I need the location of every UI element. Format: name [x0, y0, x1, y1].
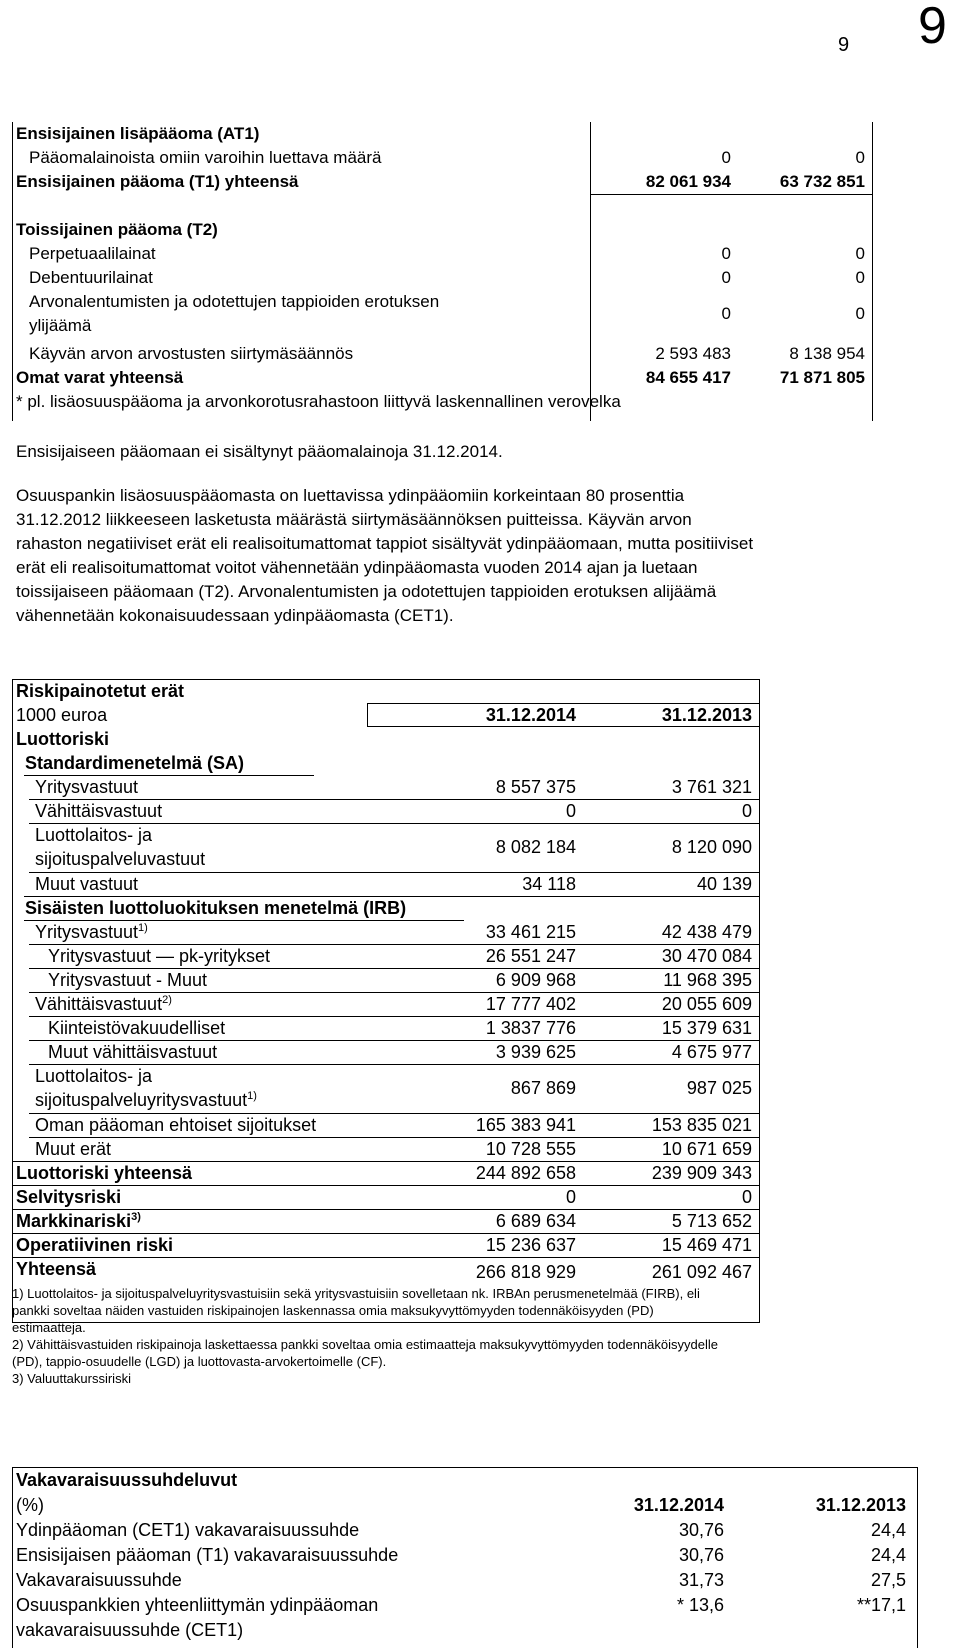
value-2013: 261 092 467 — [651, 1262, 752, 1282]
value-2013: 24,4 — [870, 1545, 906, 1565]
value-2013: 0 — [855, 304, 865, 323]
paragraph-line: rahaston negatiiviset erät eli realisoitumattomat tappiot sisältyvät ydinpääomaan, mutta positiiviset — [16, 534, 754, 553]
table-title: Vakavaraisuussuhdeluvut — [16, 1470, 238, 1490]
value-2013: 15 379 631 — [661, 1018, 752, 1038]
table-row — [12, 1233, 760, 1257]
note-subordinated-loans: Ensisijaiseen pääomaan ei sisältynyt pääomalainoja 31.12.2014. — [16, 442, 503, 461]
row-label: Osuuspankkien yhteenliittymän ydinpääoman — [16, 1595, 379, 1615]
value-2013: 15 469 471 — [661, 1235, 752, 1255]
table-row — [12, 1185, 760, 1209]
row-label: Luottolaitos- ja — [35, 825, 153, 845]
capital-ratios-table — [12, 1467, 918, 1648]
value-2014: 867 869 — [510, 1078, 576, 1098]
row-label: Ydinpääoman (CET1) vakavaraisuussuhde — [16, 1520, 360, 1540]
footnote-line: (PD), tappio-osuudelle (LGD) ja luottovasta-arvokertoimelle (CF). — [12, 1354, 387, 1369]
value-2014: 33 461 215 — [485, 922, 576, 942]
row-label: Yritysvastuut — [35, 777, 139, 797]
paragraph-line: vähennetään kokonaisuudessaan ydinpääomasta (CET1). — [16, 606, 454, 625]
row-label: Debentuurilainat — [29, 268, 153, 287]
value-2014: 6 689 634 — [495, 1211, 576, 1231]
value-2014: 3 939 625 — [495, 1042, 576, 1062]
paragraph-line: toissijaiseen pääomaan (T2). Arvonalentumisten ja odotettujen tappioiden erotuksen alijäämä — [16, 582, 717, 601]
row-label: Yritysvastuut - Muut — [48, 970, 208, 990]
value-2013: 987 025 — [686, 1078, 752, 1098]
footnotes-block — [12, 1302, 918, 1387]
value-2014: 2 593 483 — [655, 344, 731, 363]
paragraph-line: 31.12.2012 liikkeeseen lasketusta määrästä siirtymäsäännöksen puitteissa. Käyvän arvon — [16, 510, 692, 529]
row-label-t1-total: Ensisijainen pääoma (T1) yhteensä — [16, 172, 299, 191]
unit-label: (%) — [16, 1495, 44, 1515]
value-2014: 1 3837 776 — [485, 1018, 576, 1038]
row-label: Käyvän arvon arvostusten siirtymäsäännös — [29, 344, 354, 363]
value-2014: 82 061 934 — [645, 172, 731, 191]
table-row — [12, 242, 873, 266]
row-label: Pääomalainoista omiin varoihin luettava määrä — [29, 148, 382, 167]
value-2013: 42 438 479 — [661, 922, 752, 942]
row-label-settlement: Selvitysriski — [16, 1187, 122, 1207]
table-row — [12, 1161, 760, 1185]
value-2014: 17 777 402 — [485, 994, 576, 1014]
row-label: Muut vähittäisvastuut — [48, 1042, 218, 1062]
value-2014: 0 — [565, 801, 576, 821]
table-row — [12, 847, 760, 871]
column-header-2013: 31.12.2013 — [815, 1495, 906, 1515]
table-row — [12, 920, 760, 944]
value-2013: 27,5 — [870, 1570, 906, 1590]
table-row — [12, 1517, 918, 1543]
value-2013: 11 968 395 — [663, 970, 752, 990]
value-2014: 165 383 941 — [475, 1115, 576, 1135]
row-label-continued: sijoituspalveluyritysvastuut$^{1)}$ — [35, 1090, 257, 1110]
value-2014: 31,73 — [678, 1570, 724, 1590]
value-2014: 0 — [721, 244, 731, 263]
row-label-total: Yhteensä — [16, 1259, 97, 1279]
paragraph-line: erät eli realisoitumattomat voitot vähennetään ydinpääomasta vuoden 2014 ajan ja luetaan — [16, 558, 698, 577]
value-2013: 10 671 659 — [661, 1139, 752, 1159]
table-row — [12, 1113, 760, 1137]
table-divider — [590, 194, 872, 195]
row-label-continued: ylijäämä — [29, 316, 92, 335]
row-label-continued: vakavaraisuussuhde (CET1) — [16, 1620, 244, 1640]
value-2014: 8 557 375 — [495, 777, 576, 797]
value-2014: 26 551 247 — [485, 946, 576, 966]
table-row — [12, 146, 873, 170]
paragraph-capital-notes — [16, 484, 916, 628]
footnote-line: estimaatteja. — [12, 1320, 86, 1335]
table-row — [12, 1040, 760, 1064]
table-row — [12, 1257, 760, 1281]
row-label-operational: Operatiivinen riski — [16, 1235, 174, 1255]
table-row — [12, 896, 760, 920]
value-2013: **17,1 — [856, 1595, 906, 1615]
section-heading-credit-risk: Luottoriski — [16, 729, 109, 749]
table-row — [12, 968, 760, 992]
section-heading-at1: Ensisijainen lisäpääoma (AT1) — [16, 124, 260, 143]
table-row — [12, 170, 873, 194]
value-2013: 0 — [855, 268, 865, 287]
row-label-credit-total: Luottoriski yhteensä — [16, 1163, 193, 1183]
table-row — [12, 390, 873, 414]
value-2014: 15 236 637 — [485, 1235, 576, 1255]
row-label: Perpetuaalilainat — [29, 244, 156, 263]
table-row — [12, 1592, 918, 1618]
value-2013: 0 — [855, 244, 865, 263]
row-label-own-funds-total: Omat varat yhteensä — [16, 368, 184, 387]
footnote-line: 3) Valuuttakurssiriski — [12, 1371, 131, 1386]
footnotes — [12, 1285, 918, 1302]
value-2013: 24,4 — [870, 1520, 906, 1540]
table-row — [12, 218, 873, 242]
footnote-line: pankki soveltaa näiden vastuiden riskipainojen laskennassa omia maksukyvyttömyyden todennäköisyyden (PD) — [12, 1303, 654, 1318]
unit-label: 1000 euroa — [16, 705, 108, 725]
table-row — [12, 992, 760, 1016]
table-row — [12, 1209, 760, 1233]
row-label-market: Markkinariski$^{3)}$ — [16, 1211, 141, 1231]
footnote-ref: 1) — [138, 922, 148, 934]
value-2014: 0 — [565, 1187, 576, 1207]
value-2013: 0 — [855, 148, 865, 167]
value-2013: 3 761 321 — [671, 777, 752, 797]
footnote-ref: 1) — [247, 1090, 257, 1102]
table-row — [12, 679, 760, 703]
row-label: Oman pääoman ehtoiset sijoitukset — [35, 1115, 317, 1135]
value-2014: 84 655 417 — [645, 368, 731, 387]
table-title: Riskipainotetut erät — [16, 681, 185, 701]
value-2013: 20 055 609 — [661, 994, 752, 1014]
table-row — [12, 944, 760, 968]
page-number-large: 9 — [918, 0, 947, 55]
value-2014: 8 082 184 — [495, 837, 576, 857]
column-header-2013: 31.12.2013 — [661, 705, 752, 725]
table-row — [12, 1542, 918, 1568]
section-heading-t2: Toissijainen pääoma (T2) — [16, 220, 218, 239]
table-row — [12, 1617, 918, 1643]
footnote-ref: 3) — [131, 1211, 141, 1223]
value-2014: 244 892 658 — [475, 1163, 576, 1183]
paragraph-line: Osuuspankin lisäosuuspääomasta on luettavissa ydinpääomiin korkeintaan 80 prosenttia — [16, 486, 685, 505]
value-2014: 6 909 968 — [495, 970, 576, 990]
row-label: Luottolaitos- ja — [35, 1066, 153, 1086]
row-label: Vähittäisvastuut — [35, 801, 163, 821]
value-2013: 153 835 021 — [651, 1115, 752, 1135]
table-footnote: * pl. lisäosuuspääoma ja arvonkorotusrahastoon liittyvä laskennallinen verovelka — [16, 392, 621, 411]
page-number-small: 9 — [838, 34, 850, 56]
table-row — [12, 314, 873, 338]
value-2014: 0 — [721, 268, 731, 287]
row-label: Ensisijaisen pääoman (T1) vakavaraisuussuhde — [16, 1545, 399, 1565]
table-row — [12, 122, 873, 146]
footnote-ref: 2) — [162, 994, 172, 1006]
value-2014: 0 — [721, 148, 731, 167]
value-2014: 0 — [721, 304, 731, 323]
value-2013: 30 470 084 — [661, 946, 752, 966]
table-row — [12, 1467, 918, 1493]
row-label-continued: sijoituspalveluvastuut — [35, 849, 206, 869]
value-2013: 63 732 851 — [779, 172, 865, 191]
table-row — [12, 1567, 918, 1593]
row-label: Vähittäisvastuut$^{2)}$ — [35, 994, 172, 1014]
value-2013: 8 120 090 — [671, 837, 752, 857]
own-funds-table — [12, 122, 873, 421]
row-label: Yritysvastuut$^{1)}$ — [35, 922, 148, 942]
section-heading-irb: Sisäisten luottoluokituksen menetelmä (IRB) — [25, 898, 407, 918]
table-row — [12, 1137, 760, 1161]
risk-weighted-table — [12, 679, 760, 1321]
table-row — [12, 266, 873, 290]
section-heading-sa: Standardimenetelmä (SA) — [25, 753, 245, 773]
table-row — [12, 727, 760, 751]
table-header-row — [12, 703, 760, 727]
value-2013: 239 909 343 — [651, 1163, 752, 1183]
value-2014: * 13,6 — [676, 1595, 724, 1615]
value-2013: 40 139 — [696, 874, 752, 894]
value-2013: 8 138 954 — [789, 344, 865, 363]
table-row — [12, 366, 873, 390]
value-2013: 5 713 652 — [671, 1211, 752, 1231]
value-2013: 0 — [741, 801, 752, 821]
row-label: Muut vastuut — [35, 874, 139, 894]
row-label: Muut erät — [35, 1139, 112, 1159]
table-row — [12, 1088, 760, 1112]
row-label: Vakavaraisuussuhde — [16, 1570, 182, 1590]
column-header-2014: 31.12.2014 — [485, 705, 576, 725]
row-label: Kiinteistövakuudelliset — [48, 1018, 226, 1038]
table-row — [12, 1016, 760, 1040]
footnote-line: 1) Luottolaitos- ja sijoituspalveluyritysvastuisiin sekä yritysvastuisiin sovelletaan nk. IRBAn perusmenetelmää (FIRB), eli — [12, 1286, 700, 1301]
row-label: Yritysvastuut — pk-yritykset — [48, 946, 271, 966]
table-header-row — [12, 1492, 918, 1518]
value-2014: 30,76 — [678, 1545, 724, 1565]
value-2013: 4 675 977 — [671, 1042, 752, 1062]
table-row — [12, 872, 760, 896]
row-label: Arvonalentumisten ja odotettujen tappioiden erotuksen — [29, 292, 440, 311]
value-2013: 71 871 805 — [779, 368, 865, 387]
column-header-2014: 31.12.2014 — [633, 1495, 724, 1515]
table-row — [12, 342, 873, 366]
footnote-line: 2) Vähittäisvastuiden riskipainoja laskettaessa pankki soveltaa omia estimaatteja maksukyvyttömyyden todennäköisyydelle — [12, 1337, 718, 1352]
value-2013: 0 — [741, 1187, 752, 1207]
value-2014: 30,76 — [678, 1520, 724, 1540]
table-row — [12, 775, 760, 799]
table-row — [12, 799, 760, 823]
value-2014: 34 118 — [522, 874, 576, 894]
value-2014: 266 818 929 — [475, 1262, 576, 1282]
value-2014: 10 728 555 — [485, 1139, 576, 1159]
table-row — [12, 751, 760, 775]
